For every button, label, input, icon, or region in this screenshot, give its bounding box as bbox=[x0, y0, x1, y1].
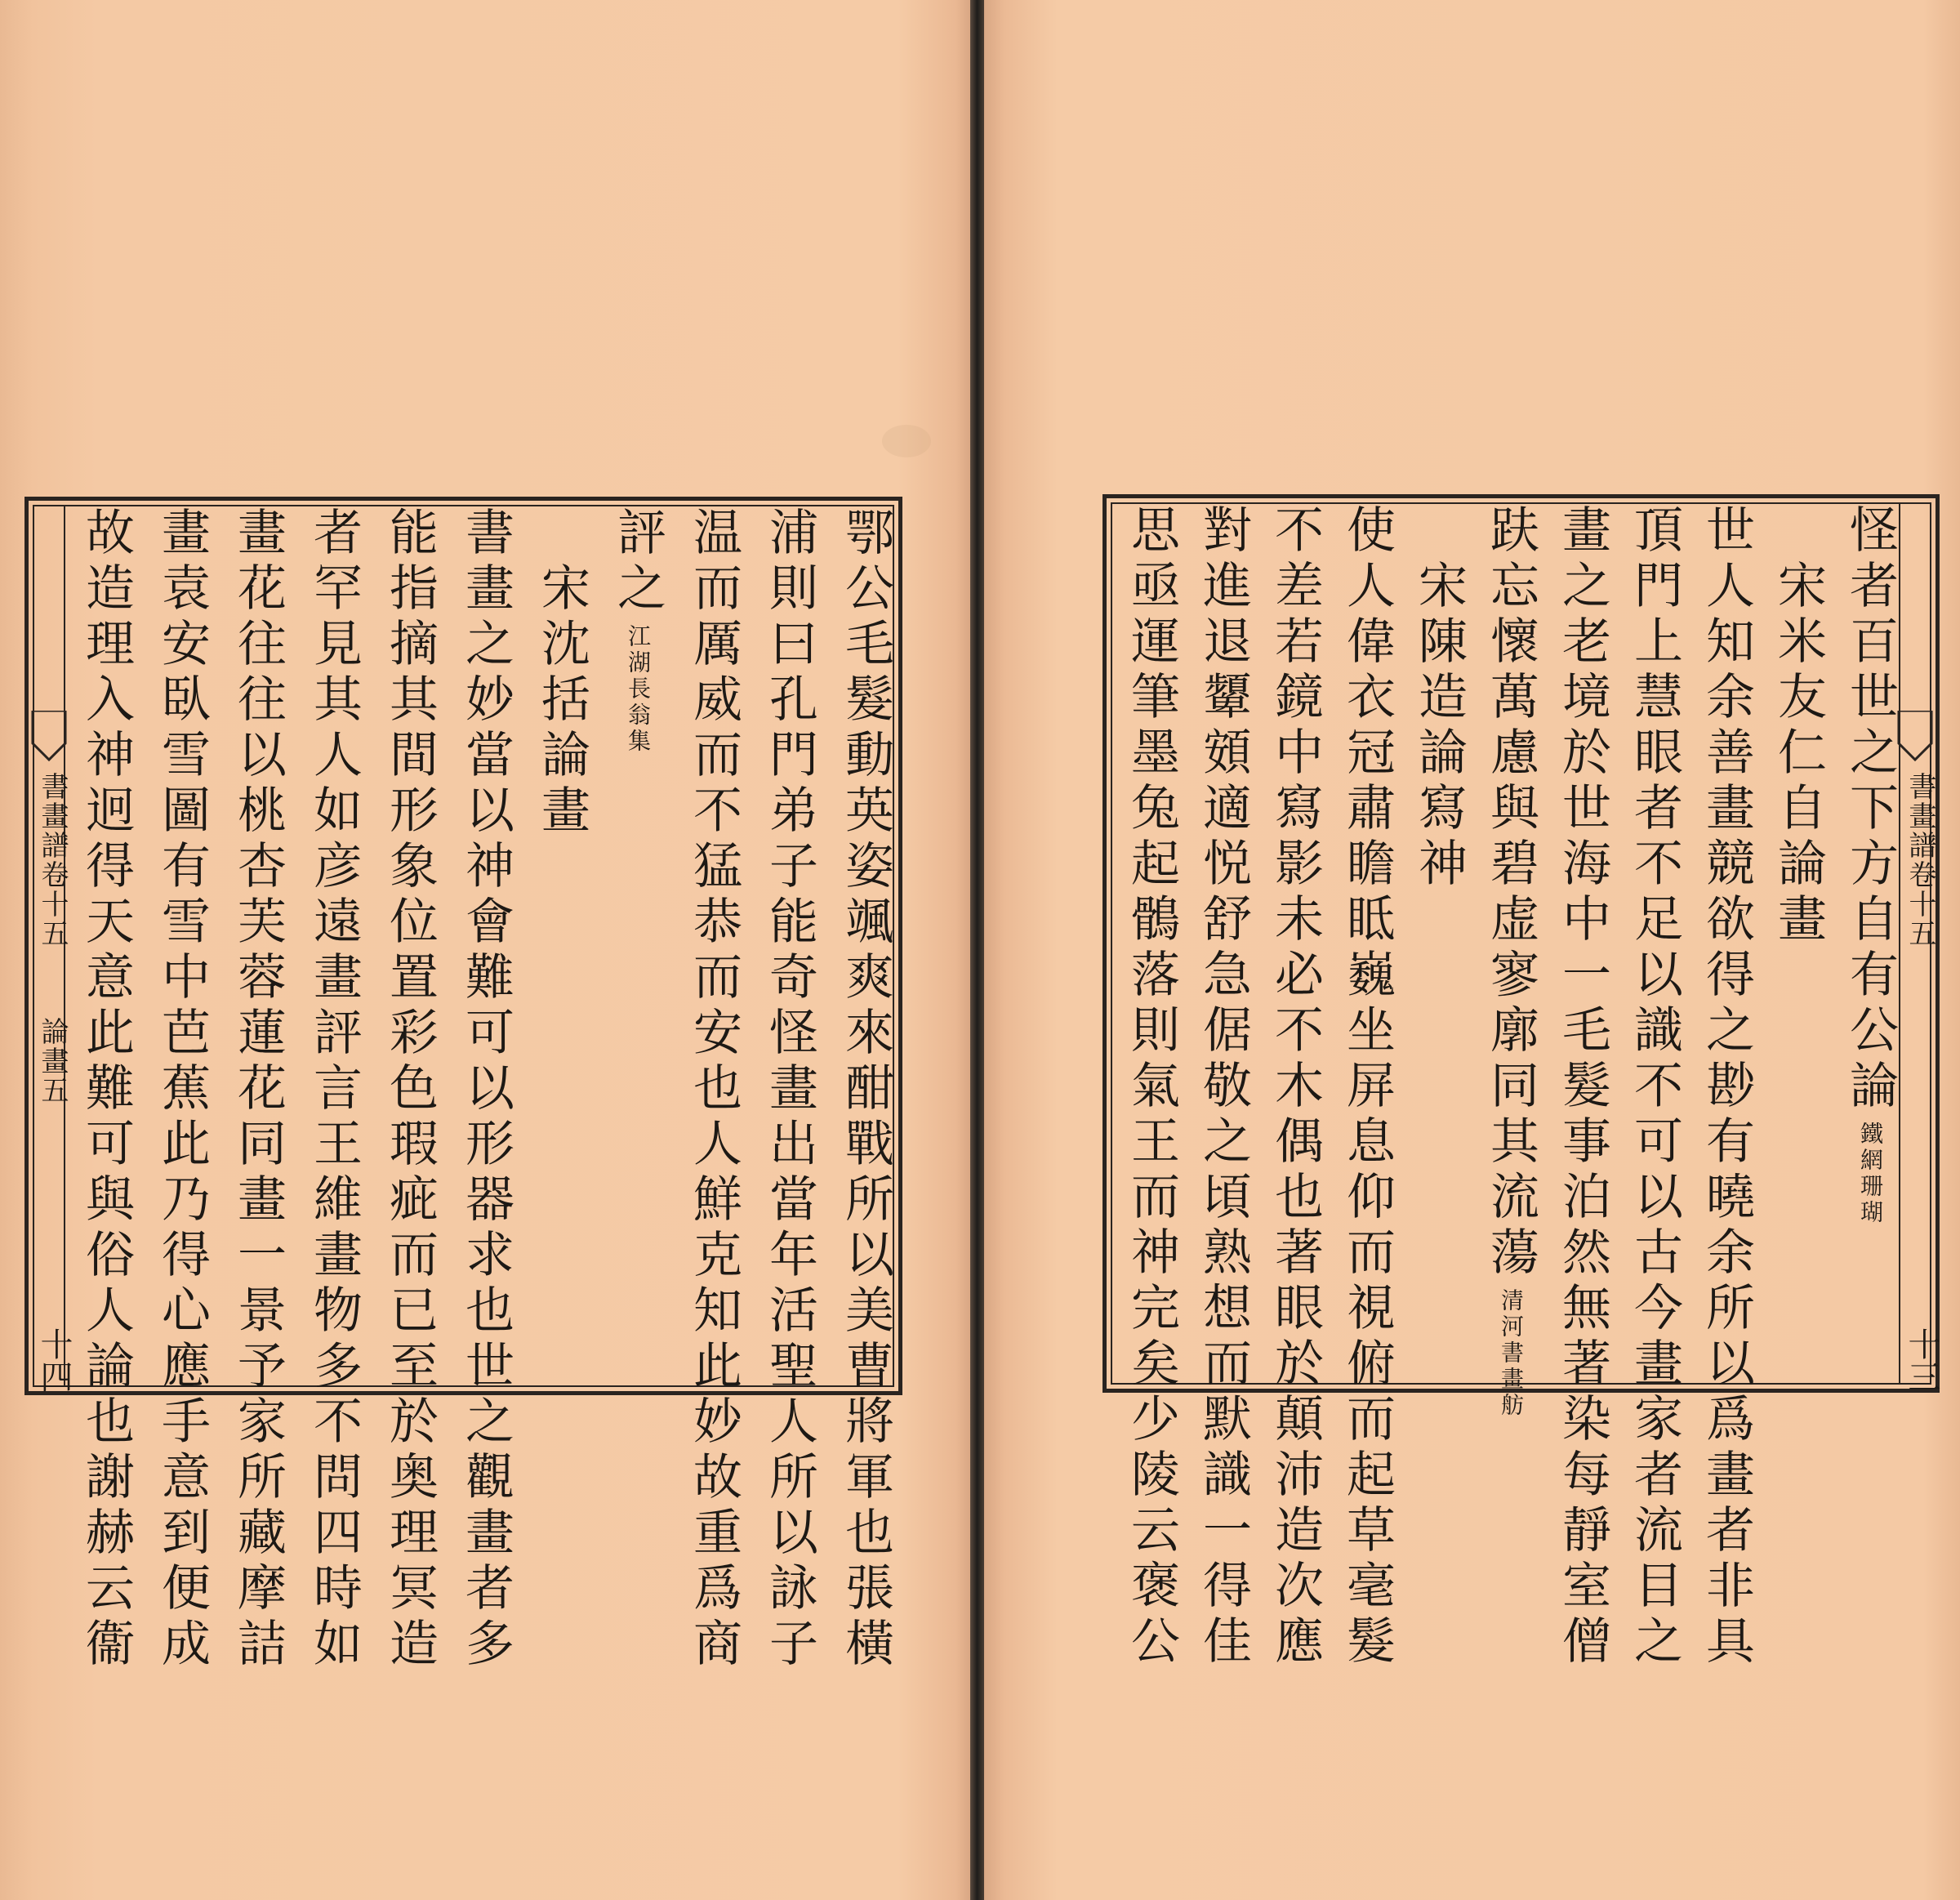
text-column: 書畫之妙當以神會難可以形器求也世之觀畫者多 bbox=[457, 506, 514, 1673]
spine-title: 書畫譜卷十五 bbox=[1904, 772, 1936, 948]
source-note: 江湖長翁集 bbox=[625, 624, 652, 755]
source-note: 清河書畫舫 bbox=[1498, 1288, 1525, 1419]
text-column: 故造理入神迥得天意此難可與俗人論也謝赫云衞 bbox=[78, 506, 135, 1673]
text-column: 趺忘懷萬慮與碧虚寥廓同其流蕩清河書畫舫 bbox=[1482, 504, 1539, 1419]
section-heading: 宋沈括論畫 bbox=[533, 506, 590, 840]
right-text-columns bbox=[1119, 504, 1899, 1670]
text-column: 畫花往往以桃杏芙蓉蓮花同畫一景予家所藏摩詰 bbox=[229, 506, 287, 1673]
text-column: 温而厲威而不猛恭而安也人鮮克知此妙故重爲商 bbox=[685, 506, 742, 1673]
right-page bbox=[984, 0, 1960, 1900]
spine-section: 論畫五 bbox=[36, 1017, 69, 1105]
text-column: 畫之老境於世海中一毛髮事泊然無著染每靜室僧 bbox=[1554, 504, 1611, 1670]
folio-number: 十四 bbox=[35, 1327, 73, 1393]
book-gutter bbox=[970, 0, 984, 1900]
text-column: 頂門上慧眼者不足以識不可以古今畫家者流目之 bbox=[1626, 504, 1683, 1670]
text-column: 畫袁安臥雪圖有雪中芭蕉此乃得心應手意到便成 bbox=[154, 506, 211, 1673]
fishtail-mark bbox=[24, 711, 74, 776]
spine-title: 書畫譜卷十五 bbox=[36, 772, 69, 948]
text-column: 世人知余善畫競欲得之尠有曉余所以爲畫者非具 bbox=[1698, 504, 1755, 1670]
text-column: 不差若鏡中寫影未必不木偶也著眼於顛沛造次應 bbox=[1267, 504, 1324, 1670]
text-column: 思亟運筆墨兔起鶻落則氣王而神完矣少陵云褒公 bbox=[1123, 504, 1180, 1670]
text-column: 使人偉衣冠肅瞻眡巍坐屏息仰而視俯而起草毫髮 bbox=[1339, 504, 1396, 1670]
text-column: 能指摘其間形象位置彩色瑕疵而已至於奥理冥造 bbox=[381, 506, 439, 1673]
section-heading: 宋陳造論寫神 bbox=[1410, 504, 1468, 893]
source-note: 鐵網珊瑚 bbox=[1857, 1122, 1884, 1226]
text-column: 鄂公毛髮動英姿颯爽來酣戰所以美曹將軍也張橫 bbox=[837, 506, 894, 1673]
text-column: 評之江湖長翁集 bbox=[609, 506, 666, 755]
paper-stain bbox=[882, 425, 931, 457]
section-heading: 宋米友仁自論畫 bbox=[1770, 504, 1827, 948]
text-column: 怪者百世之下方自有公論鐵網珊瑚 bbox=[1842, 504, 1899, 1226]
text-column: 對進退顰頞適悦舒急倨敬之頃熟想而默識一得佳 bbox=[1195, 504, 1252, 1670]
text-column: 浦則曰孔門弟子能奇怪畫出當年活聖人所以詠子 bbox=[761, 506, 818, 1673]
left-text-columns bbox=[74, 506, 894, 1673]
text-column: 者罕見其人如彦遠畫評言王維畫物多不問四時如 bbox=[305, 506, 363, 1673]
left-page bbox=[0, 0, 970, 1900]
folio-number: 十三 bbox=[1903, 1327, 1940, 1393]
